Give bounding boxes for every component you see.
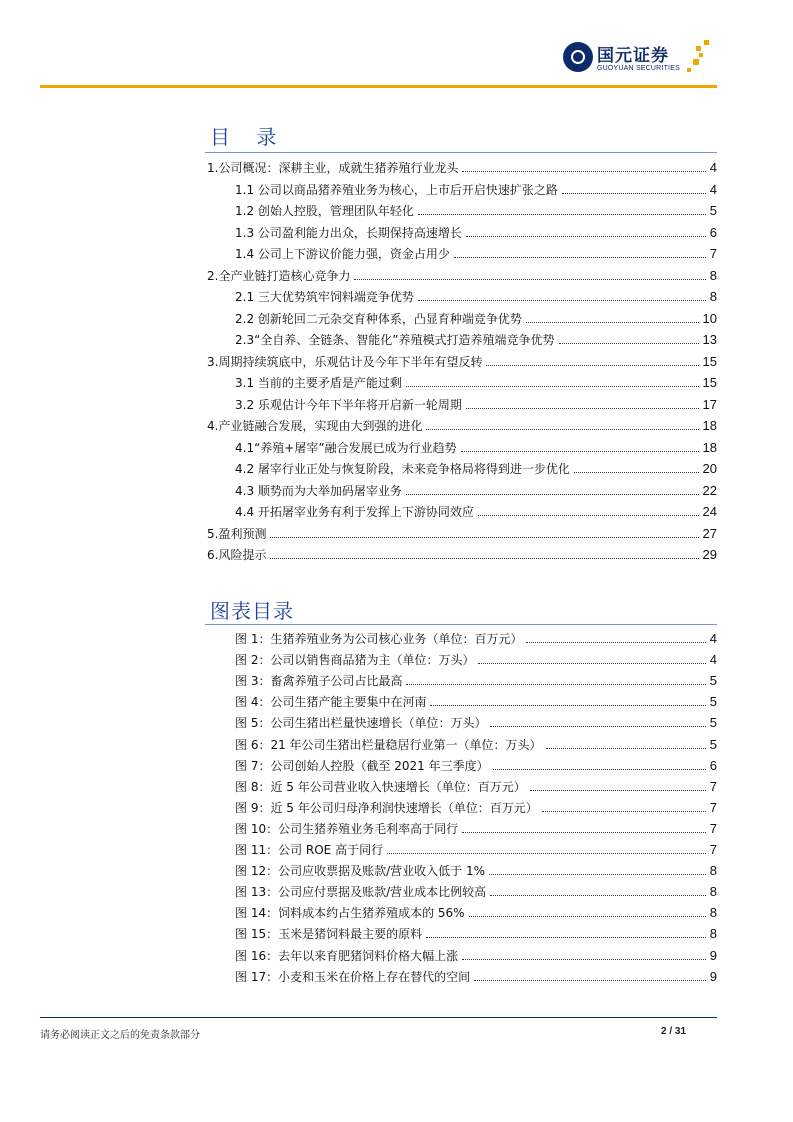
toc-entry[interactable]: [235, 222, 717, 240]
entry-page-number: 8: [709, 289, 717, 304]
entry-page-number: 20: [702, 461, 717, 476]
toc-entry[interactable]: [235, 437, 717, 455]
dot-leader: [418, 213, 706, 215]
entry-label: 图 3：畜禽养殖子公司占比最高: [235, 674, 403, 689]
dot-leader: [530, 789, 706, 791]
logo-square-decoration: [687, 68, 691, 72]
figure-entry[interactable]: [235, 818, 717, 836]
entry-page-number: 18: [702, 439, 717, 455]
entry-label: 图 5：公司生猪出栏量快速增长（单位：万头）: [235, 716, 487, 731]
figure-entry[interactable]: [235, 776, 717, 794]
dot-leader: [426, 428, 698, 430]
dot-leader: [430, 704, 705, 706]
entry-page-number: 18: [702, 418, 717, 433]
dot-leader: [270, 557, 698, 559]
toc-entry[interactable]: [235, 480, 717, 498]
entry-label: 4.1“养殖+屠宰”融合发展已成为行业趋势: [235, 440, 457, 455]
toc-entry[interactable]: [235, 329, 717, 347]
entry-label: 2.全产业链打造核心竞争力: [207, 268, 351, 283]
toc-entry[interactable]: [235, 286, 717, 304]
entry-label: 图 7：公司创始人控股（截至 2021 年三季度）: [235, 758, 489, 773]
logo-english-name: GUOYUAN SECURITIES: [597, 65, 680, 72]
dot-leader: [490, 725, 705, 727]
dot-leader: [490, 894, 706, 896]
entry-label: 3.1 当前的主要矛盾是产能过剩: [235, 376, 402, 390]
header-divider: [40, 85, 717, 88]
dot-leader: [406, 385, 699, 387]
toc-entry[interactable]: [235, 372, 717, 390]
toc-entry[interactable]: [235, 200, 717, 218]
figure-entry[interactable]: [235, 649, 717, 667]
entry-label: 3.周期持续筑底中，乐观估计及今年下半年有望反转: [207, 354, 483, 369]
footer-divider: [40, 1017, 717, 1018]
entry-page-number: 8: [709, 267, 717, 283]
toc-entry[interactable]: [207, 351, 717, 369]
entry-label: 图 4：公司生猪产能主要集中在河南: [235, 695, 427, 710]
dot-leader: [526, 321, 699, 323]
entry-page-number: 10: [702, 310, 717, 326]
entry-page-number: 27: [702, 525, 717, 541]
entry-page-number: 6: [709, 757, 717, 773]
entry-page-number: 7: [709, 799, 717, 815]
toc-entry[interactable]: [207, 265, 717, 283]
entry-page-number: 5: [709, 715, 717, 731]
figure-entry[interactable]: [235, 628, 717, 646]
dot-leader: [454, 256, 706, 258]
entry-label: 1.4 公司上下游议价能力强，资金占用少: [235, 247, 450, 261]
toc-entry[interactable]: [235, 243, 717, 261]
toc-entry[interactable]: [235, 394, 717, 412]
dot-leader: [542, 810, 706, 812]
dot-leader: [574, 471, 699, 473]
entry-page-number: 9: [709, 947, 717, 963]
entry-page-number: 13: [702, 332, 717, 347]
toc-entry[interactable]: [207, 544, 717, 562]
entry-label: 图 2：公司以销售商品猪为主（单位：万头）: [235, 653, 475, 668]
entry-label: 4.3 顺势而为大举加码屠宰业务: [235, 483, 402, 498]
dot-leader: [562, 192, 706, 194]
dot-leader: [462, 831, 706, 833]
entry-page-number: 29: [702, 547, 717, 562]
figure-entry[interactable]: [235, 691, 717, 709]
figure-entry[interactable]: [235, 881, 717, 899]
entry-page-number: 15: [702, 375, 717, 390]
entry-page-number: 6: [709, 224, 717, 240]
dot-leader: [493, 768, 706, 770]
dot-leader: [418, 299, 706, 301]
dot-leader: [478, 514, 699, 516]
dot-leader: [478, 662, 705, 664]
entry-page-number: 17: [702, 396, 717, 412]
figure-entry[interactable]: [235, 755, 717, 773]
entry-label: 6.风险提示: [207, 548, 267, 562]
toc-title: 目 录: [210, 125, 287, 149]
entry-page-number: 4: [709, 181, 717, 197]
dot-leader: [466, 235, 706, 237]
entry-page-number: 8: [709, 863, 717, 879]
entry-page-number: 5: [709, 203, 717, 218]
entry-label: 1.2 创始人控股，管理团队年轻化: [235, 204, 414, 218]
entry-page-number: 4: [709, 160, 717, 175]
toc-entry[interactable]: [235, 501, 717, 519]
footer-disclaimer: 请务必阅读正文之后的免责条款部分: [40, 1030, 200, 1041]
dot-leader: [406, 493, 699, 495]
entry-page-number: 7: [709, 820, 717, 836]
entry-page-number: 8: [709, 905, 717, 921]
figure-entry[interactable]: [235, 712, 717, 730]
entry-label: 图 12：公司应收票据及账款/营业收入低于 1%: [235, 864, 485, 879]
entry-label: 图 16：去年以来育肥猪饲料价格大幅上涨: [235, 948, 459, 963]
toc-entry[interactable]: [207, 523, 717, 541]
toc-title-rule: [205, 152, 717, 153]
logo-square-decoration: [696, 46, 701, 51]
entry-label: 2.1 三大优势筑牢饲料端竞争优势: [235, 290, 414, 304]
entry-page-number: 4: [709, 652, 717, 668]
entry-label: 2.3“全自养、全链条、智能化”养殖模式打造养殖端竞争优势: [235, 333, 555, 347]
dot-leader: [461, 450, 699, 452]
entry-page-number: 22: [702, 482, 717, 498]
figure-entry[interactable]: [235, 945, 717, 963]
entry-page-number: 5: [709, 673, 717, 689]
dot-leader: [270, 536, 698, 538]
company-logo: [563, 40, 723, 80]
entry-label: 3.2 乐观估计今年下半年将开启新一轮周期: [235, 397, 462, 412]
dot-leader: [462, 958, 706, 960]
entry-page-number: 8: [709, 926, 717, 942]
toc-entry[interactable]: [235, 308, 717, 326]
logo-square-decoration: [693, 59, 699, 65]
logo-chinese-name: 国元证券: [597, 46, 669, 66]
entry-label: 4.4 开拓屠宰业务有利于发挥上下游协同效应: [235, 505, 474, 519]
figure-entry[interactable]: [235, 734, 717, 752]
entry-label: 4.2 屠宰行业正处与恢复阶段，未来竞争格局将得到进一步优化: [235, 462, 570, 476]
entry-label: 图 11：公司 ROE 高于同行: [235, 843, 384, 857]
entry-page-number: 15: [702, 353, 717, 369]
logo-square-decoration: [704, 40, 709, 45]
figures-title: 图表目录: [210, 599, 294, 623]
figure-entry[interactable]: [235, 839, 717, 857]
entry-label: 图 13：公司应付票据及账款/营业成本比例较高: [235, 885, 487, 900]
figures-title-rule: [205, 624, 717, 625]
dot-leader: [354, 278, 705, 280]
entry-page-number: 5: [709, 694, 717, 710]
toc-entry[interactable]: [207, 415, 717, 433]
entry-page-number: 7: [709, 778, 717, 794]
entry-page-number: 24: [702, 504, 717, 519]
figure-entry[interactable]: [235, 923, 717, 941]
entry-label: 图 14：饲料成本约占生猪养殖成本的 56%: [235, 906, 465, 921]
dot-leader: [462, 170, 705, 172]
entry-label: 图 10：公司生猪养殖业务毛利率高于同行: [235, 821, 459, 836]
entry-label: 1.公司概况：深耕主业，成就生猪养殖行业龙头: [207, 161, 459, 175]
figure-entry[interactable]: [235, 797, 717, 815]
entry-page-number: 7: [709, 842, 717, 857]
entry-label: 5.盈利预测: [207, 526, 267, 541]
figure-entry[interactable]: [235, 860, 717, 878]
page-number: 2 / 31: [661, 1026, 687, 1037]
entry-label: 1.1 公司以商品猪养殖业务为核心，上市后开启快速扩张之路: [235, 182, 558, 197]
entry-label: 图 6：21 年公司生猪出栏量稳居行业第一（单位：万头）: [235, 737, 542, 752]
dot-leader: [526, 641, 705, 643]
toc-entry[interactable]: [207, 157, 717, 175]
page-header: [0, 0, 793, 90]
dot-leader: [486, 364, 698, 366]
dot-leader: [406, 683, 705, 685]
entry-label: 图 17：小麦和玉米在价格上存在替代的空间: [235, 969, 471, 984]
entry-page-number: 5: [709, 736, 717, 752]
entry-page-number: 7: [709, 246, 717, 261]
logo-square-decoration: [699, 53, 703, 57]
dot-leader: [426, 936, 706, 938]
dot-leader: [469, 915, 706, 917]
entry-page-number: 8: [709, 884, 717, 900]
figure-entry[interactable]: [235, 966, 717, 984]
entry-label: 图 9：近 5 年公司归母净利润快速增长（单位：百万元）: [235, 800, 538, 815]
entry-page-number: 4: [709, 631, 717, 646]
dot-leader: [489, 873, 706, 875]
toc-entry[interactable]: [235, 179, 717, 197]
entry-label: 图 15：玉米是猪饲料最主要的原料: [235, 927, 423, 942]
figure-entry[interactable]: [235, 670, 717, 688]
entry-label: 4.产业链融合发展，实现由大到强的进化: [207, 419, 423, 433]
dot-leader: [387, 852, 706, 854]
dot-leader: [559, 342, 699, 344]
figure-entry[interactable]: [235, 902, 717, 920]
logo-circle-icon: [563, 42, 593, 72]
entry-label: 图 8：近 5 年公司营业收入快速增长（单位：百万元）: [235, 779, 526, 794]
dot-leader: [546, 747, 706, 749]
dot-leader: [474, 979, 706, 981]
dot-leader: [466, 407, 699, 409]
toc-entry[interactable]: [235, 458, 717, 476]
entry-label: 图 1：生猪养殖业务为公司核心业务（单位：百万元）: [235, 632, 523, 646]
entry-page-number: 9: [709, 968, 717, 984]
entry-label: 2.2 创新轮回二元杂交育种体系，凸显育种端竞争优势: [235, 311, 522, 326]
entry-label: 1.3 公司盈利能力出众，长期保持高速增长: [235, 225, 462, 240]
